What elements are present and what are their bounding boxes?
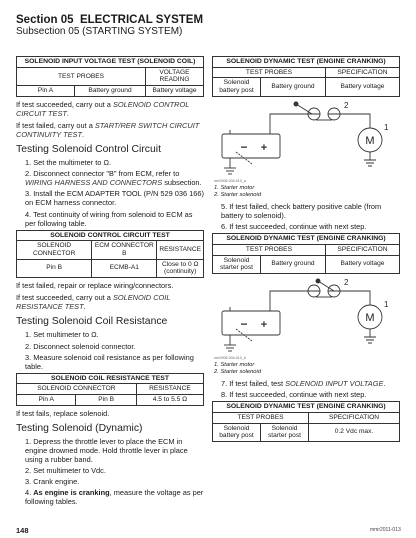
list-item: 1. Set the multimeter to Ω. bbox=[25, 158, 112, 168]
table-header: SPECIFICATION bbox=[325, 67, 399, 78]
table-cell: Battery voltage bbox=[146, 85, 204, 96]
table-header: SPECIFICATION bbox=[309, 413, 400, 424]
dynamic-test-table-1 bbox=[212, 56, 400, 97]
step-list bbox=[212, 379, 400, 399]
document-code: mmr2011-013 bbox=[370, 527, 401, 533]
list-item: 2. Set multimeter to Vdc. bbox=[25, 466, 106, 476]
dynamic-test-table-2 bbox=[212, 233, 400, 274]
table-header: RESISTANCE bbox=[136, 384, 203, 395]
cross-reference: WIRING HARNESS AND CONNECTORS bbox=[25, 178, 163, 188]
paragraph: If test fails, replace solenoid. bbox=[16, 408, 110, 418]
cross-reference: START/RER SWITCH CIRCUIT CONTINUITY TEST bbox=[16, 120, 200, 139]
table-cell: Battery ground bbox=[261, 78, 326, 96]
svg-text:+: + bbox=[260, 318, 268, 331]
step-list bbox=[16, 330, 204, 370]
list-item: 2. Disconnect solenoid connector. bbox=[25, 341, 136, 351]
page-number: 148 bbox=[16, 526, 29, 535]
list-item: 3. Crank engine. bbox=[25, 477, 80, 487]
section-title: Section 05 ELECTRICAL SYSTEM bbox=[16, 14, 204, 26]
svg-text:−: − bbox=[240, 316, 248, 331]
table-title: SOLENOID DYNAMIC TEST (ENGINE CRANKING) bbox=[213, 234, 400, 245]
right-column bbox=[212, 56, 400, 445]
table-cell: Solenoid starter post bbox=[261, 423, 309, 441]
list-item: 4. As engine is cranking, measure the voltage as per following tables. bbox=[25, 488, 204, 507]
cross-reference: SOLENOID INPUT VOLTAGE bbox=[285, 379, 384, 389]
table-cell: Solenoid starter post bbox=[213, 255, 261, 273]
list-item: 8. If test succeeded, continue with next step. bbox=[221, 390, 367, 400]
table-header: TEST PROBES bbox=[17, 67, 146, 85]
motor-label: M bbox=[365, 311, 375, 324]
table-title: SOLENOID DYNAMIC TEST (ENGINE CRANKING) bbox=[213, 57, 400, 68]
list-item: 6. If test succeeded, continue with next step. bbox=[221, 222, 367, 232]
table-row bbox=[17, 395, 204, 406]
step-list bbox=[212, 202, 400, 231]
table-cell: 4.5 to 5.5 Ω bbox=[136, 395, 203, 406]
cross-reference: SOLENOID COIL RESISTANCE TEST bbox=[16, 292, 171, 311]
heading-solenoid-dynamic: Testing Solenoid (Dynamic) bbox=[16, 422, 143, 434]
table-title: SOLENOID CONTROL CIRCUIT TEST bbox=[17, 230, 204, 241]
wiring-diagram-2 bbox=[212, 277, 400, 361]
table-row bbox=[17, 259, 204, 277]
paragraph: If test failed, repair or replace wiring/connectors. bbox=[16, 280, 174, 290]
table-cell: Battery voltage bbox=[325, 255, 399, 273]
table-header: SPECIFICATION bbox=[325, 244, 399, 255]
table-header: ECM CONNECTOR B bbox=[92, 241, 157, 259]
step-list bbox=[16, 158, 204, 227]
list-item: 2. Disconnect connector "B" from ECM, refer to WIRING HARNESS AND CONNECTORS subsection. bbox=[25, 169, 202, 188]
table-cell: Solenoid battery post bbox=[213, 423, 261, 441]
subsection-title: Subsection 05 (STARTING SYSTEM) bbox=[16, 26, 183, 37]
table-row bbox=[213, 255, 400, 273]
table-row bbox=[213, 423, 400, 441]
table-header: VOLTAGE READING bbox=[146, 67, 204, 85]
callout-2: 2 bbox=[344, 277, 349, 287]
callout-2: 2 bbox=[344, 100, 349, 110]
left-column bbox=[16, 56, 204, 509]
circuit-schematic-1 bbox=[212, 100, 400, 184]
list-item: 7. If test failed, test SOLENOID INPUT VOLTAGE. bbox=[221, 379, 386, 389]
paragraph: If test succeeded, carry out a SOLENOID COIL RESISTANCE TEST. bbox=[16, 292, 171, 311]
table-cell: Solenoid battery post bbox=[213, 78, 261, 96]
paragraph: If test failed, carry out a START/RER SWITCH CIRCUIT CONTINUITY TEST. bbox=[16, 120, 200, 139]
heading-solenoid-control: Testing Solenoid Control Circuit bbox=[16, 143, 161, 155]
page-header bbox=[16, 14, 203, 37]
motor-label: M bbox=[365, 134, 375, 147]
solenoid-coil-resistance-table bbox=[16, 373, 204, 406]
table-cell: Battery ground bbox=[75, 85, 146, 96]
table-header: SOLENOID CONNECTOR bbox=[17, 384, 137, 395]
table-cell: Pin B bbox=[76, 395, 136, 406]
table-cell: ECMB-A1 bbox=[92, 259, 157, 277]
table-title: SOLENOID COIL RESISTANCE TEST bbox=[17, 373, 204, 384]
circuit-schematic-2 bbox=[212, 277, 400, 361]
cross-reference: SOLENOID CONTROL CIRCUIT TEST bbox=[16, 99, 190, 118]
callout-1: 1 bbox=[384, 122, 389, 132]
table-header: TEST PROBES bbox=[213, 413, 309, 424]
dynamic-test-table-3 bbox=[212, 401, 400, 442]
table-title: SOLENOID DYNAMIC TEST (ENGINE CRANKING) bbox=[213, 402, 400, 413]
svg-text:+: + bbox=[260, 141, 268, 154]
table-cell: Pin B bbox=[17, 259, 92, 277]
table-header: TEST PROBES bbox=[213, 244, 326, 255]
list-item: 1. Set multimeter to Ω. bbox=[25, 330, 99, 340]
table-row bbox=[17, 85, 204, 96]
callout-1: 1 bbox=[384, 299, 389, 309]
solenoid-input-voltage-table bbox=[16, 56, 204, 97]
svg-text:−: − bbox=[240, 139, 248, 154]
table-cell: 0.2 Vdc max. bbox=[309, 423, 400, 441]
table-cell: Battery ground bbox=[261, 255, 326, 273]
figure-caption: 1. Starter motor 2. Starter solenoid bbox=[214, 184, 262, 198]
table-cell: Battery voltage bbox=[325, 78, 399, 96]
table-cell: Pin A bbox=[17, 395, 76, 406]
paragraph: If test succeeded, carry out a SOLENOID CONTROL CIRCUIT TEST. bbox=[16, 99, 190, 118]
table-header: SOLENOID CONNECTOR bbox=[17, 241, 92, 259]
figure-code: rmr2008-004-010_b bbox=[214, 356, 246, 361]
list-item: 5. If test failed, check battery positive cable (from battery to solenoid). bbox=[221, 202, 382, 221]
figure-code: rmr2008-004-010_a bbox=[214, 179, 246, 184]
table-header: TEST PROBES bbox=[213, 67, 326, 78]
wiring-diagram-1 bbox=[212, 100, 400, 184]
list-item: 3. Install the ECM ADAPTER TOOL (P/N 529 036 166) on ECM harness connector. bbox=[25, 189, 204, 208]
table-header: RESISTANCE bbox=[157, 241, 204, 259]
step-list bbox=[16, 437, 204, 506]
solenoid-control-circuit-table bbox=[16, 230, 204, 278]
figure-caption: 1. Starter motor 2. Starter solenoid bbox=[214, 361, 262, 375]
list-item: 3. Measure solenoid coil resistance as per following table. bbox=[25, 352, 194, 371]
table-row bbox=[213, 78, 400, 96]
table-cell: Close to 0 Ω (continuity) bbox=[157, 259, 204, 277]
list-item: 4. Test continuity of wiring from solenoid to ECM as per following table. bbox=[25, 209, 193, 228]
heading-coil-resistance: Testing Solenoid Coil Resistance bbox=[16, 315, 168, 327]
list-item: 1. Depress the throttle lever to place the ECM in engine drowned mode. Hold throttle lever in place using a rubber band. bbox=[25, 437, 188, 465]
table-title: SOLENOID INPUT VOLTAGE TEST (SOLENOID COIL) bbox=[17, 57, 204, 68]
table-cell: Pin A bbox=[17, 85, 75, 96]
